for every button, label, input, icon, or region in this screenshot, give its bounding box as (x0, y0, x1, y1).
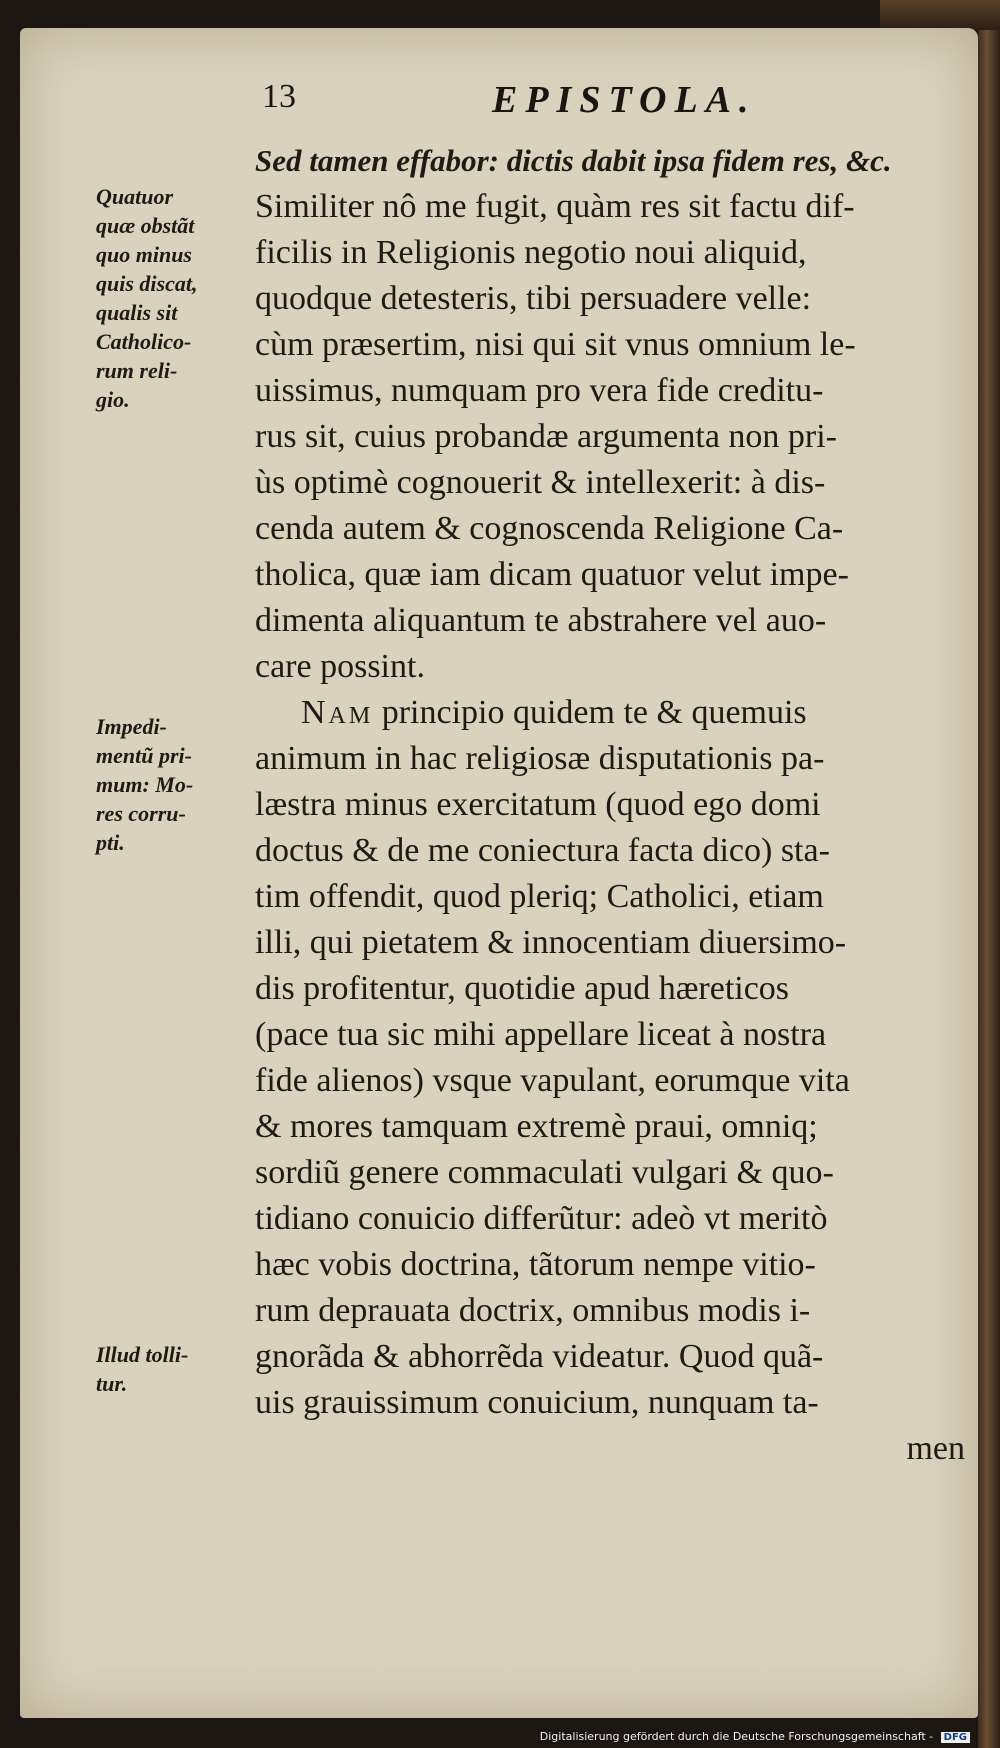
text-line: dis profitentur, quotidie apud hæreticos (255, 970, 790, 1007)
text-line: ùs optimè cognouerit & intellexerit: à dis- (255, 464, 826, 501)
marginal-line: mum: Mo- (96, 772, 194, 797)
text-line-rest: principio quidem te & quemuis (381, 694, 807, 731)
marginal-line: tur. (96, 1371, 128, 1396)
marginal-line: Catholico- (96, 329, 192, 354)
text-line: cùm præsertim, nisi qui sit vnus omnium le- (255, 326, 856, 363)
text-line: animum in hac religiosæ disputationis pa- (255, 740, 825, 777)
text-line: care possint. (255, 648, 425, 685)
marginal-line: Quatuor (96, 184, 174, 209)
text-line: men (906, 1430, 965, 1467)
text-line: dimenta aliquantum te abstrahere vel auo- (255, 602, 827, 639)
page-header (262, 78, 782, 128)
text-line: gnorãda & abhorrẽda videatur. Quod quã- (255, 1338, 824, 1375)
book-edge (978, 0, 1000, 1748)
text-line: illi, qui pietatem & innocentiam diuersimo- (255, 924, 847, 961)
text-line: uissimus, numquam pro vera fide creditu- (255, 372, 824, 409)
text-line: tidiano conuicio differũtur: adeò vt meritò (255, 1200, 828, 1237)
body-text (255, 138, 965, 1472)
text-line: tholica, quæ iam dicam quatuor velut impe- (255, 556, 849, 593)
marginal-note (96, 1340, 246, 1398)
text-line: tim offendit, quod pleriq; Catholici, etiam (255, 878, 824, 915)
text-line: Sed tamen effabor: dictis dabit ipsa fidem res, &c. (255, 143, 892, 178)
text-line: ficilis in Religionis negotio noui aliquid, (255, 234, 807, 271)
text-line: rus sit, cuius probandæ argumenta non pri- (255, 418, 838, 455)
marginal-line: gio. (96, 387, 130, 412)
marginal-line: qualis sit (96, 300, 178, 325)
marginal-line: res corru- (96, 801, 186, 826)
page-number: 13 (262, 78, 296, 115)
text-line: læstra minus exercitatum (quod ego domi (255, 786, 821, 823)
text-line: (pace tua sic mihi appellare liceat à nostra (255, 1016, 827, 1053)
marginal-line: rum reli- (96, 358, 178, 383)
marginal-line: quæ obstãt (96, 213, 195, 238)
text-line (255, 690, 965, 736)
text-line: rum deprauata doctrix, omnibus modis i- (255, 1292, 811, 1329)
text-line: Similiter nô me fugit, quàm res sit factu dif- (255, 188, 855, 225)
text-line: uis grauissimum conuicium, nunquam ta- (255, 1384, 819, 1421)
marginal-line: quis discat, (96, 271, 198, 296)
marginal-note (96, 712, 246, 857)
marginal-line: mentũ pri- (96, 743, 192, 768)
marginal-line: Illud tolli- (96, 1342, 189, 1367)
marginal-line: pti. (96, 830, 125, 855)
text-line: quodque detesteris, tibi persuadere velle: (255, 280, 812, 317)
text-line: fide alienos) vsque vapulant, eorumque vita (255, 1062, 850, 1099)
text-line: sordiũ genere commaculati vulgari & quo- (255, 1154, 834, 1191)
book-top-edge (880, 0, 1000, 30)
marginal-line: quo minus (96, 242, 192, 267)
credit-text: Digitalisierung gefördert durch die Deutsche Forschungsgemeinschaft - (539, 1730, 934, 1743)
text-line: & mores tamquam extremè praui, omniq; (255, 1108, 818, 1145)
digitization-credit (540, 1730, 970, 1743)
dfg-logo: DFG (941, 1732, 970, 1743)
text-line: doctus & de me coniectura facta dico) sta- (255, 832, 830, 869)
paragraph-initial: Nam (301, 694, 374, 731)
running-head: EPISTOLA. (492, 79, 757, 121)
marginal-note (96, 182, 246, 414)
marginal-line: Impedi- (96, 714, 167, 739)
text-line: cenda autem & cognoscenda Religione Ca- (255, 510, 844, 547)
text-line: hæc vobis doctrina, tãtorum nempe vitio- (255, 1246, 816, 1283)
